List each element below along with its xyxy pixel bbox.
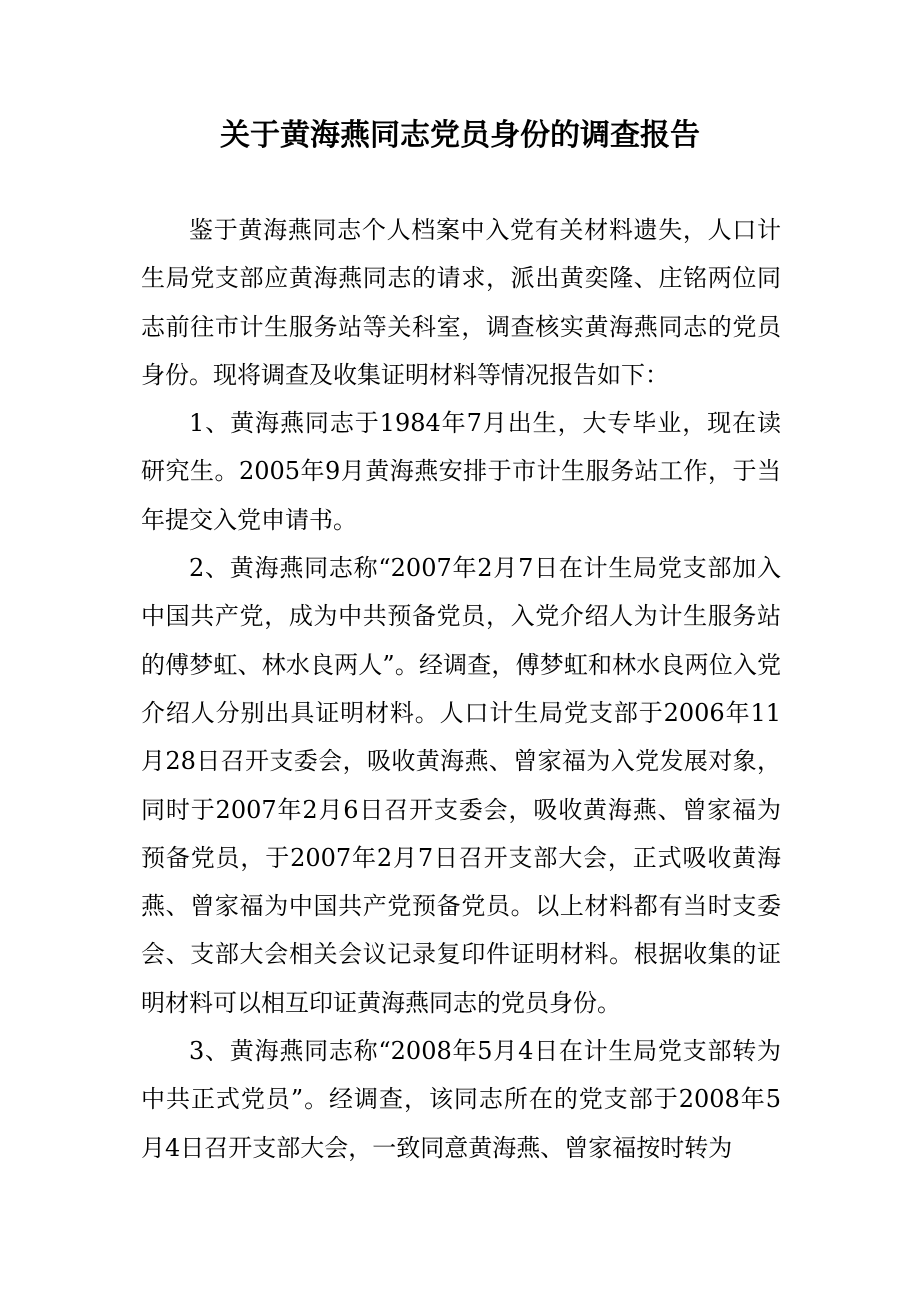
paragraph-item-1: 1、黄海燕同志于1984年7月出生，大专毕业，现在读研究生。2005年9月黄海燕安排于市计生服务站工作，于当年提交入党申请书。 bbox=[141, 409, 781, 534]
document-body bbox=[141, 206, 781, 1172]
document-title: 关于黄海燕同志党员身份的调查报告 bbox=[220, 118, 700, 153]
paragraph-intro: 鉴于黄海燕同志个人档案中入党有关材料遗失，人口计生局党支部应黄海燕同志的请求，派出黄奕隆、庄铭两位同志前往市计生服务站等关科室，调查核实黄海燕同志的党员身份。现将调查及收集证明材料等情况报告如下： bbox=[141, 216, 781, 389]
paragraph-item-2: 2、黄海燕同志称“2007年2月7日在计生局党支部加入中国共产党，成为中共预备党员，入党介绍人为计生服务站的傅梦虹、林水良两人”。经调查，傅梦虹和林水良两位入党介绍人分别出具证明材料。人口计生局党支部于2006年11月28日召开支委会，吸收黄海燕、曾家福为入党发展对象，同时于2007年2月6日召开支委会，吸收黄海燕、曾家福为预备党员，于2007年2月7日召开支部大会，正式吸收黄海燕、曾家福为中国共产党预备党员。以上材料都有当时支委会、支部大会相关会议记录复印件证明材料。根据收集的证明材料可以相互印证黄海燕同志的党员身份。 bbox=[141, 554, 781, 1017]
paragraph-item-3: 3、黄海燕同志称“2008年5月4日在计生局党支部转为中共正式党员”。经调查，该同志所在的党支部于2008年5月4日召开支部大会，一致同意黄海燕、曾家福按时转为 bbox=[141, 1037, 781, 1162]
